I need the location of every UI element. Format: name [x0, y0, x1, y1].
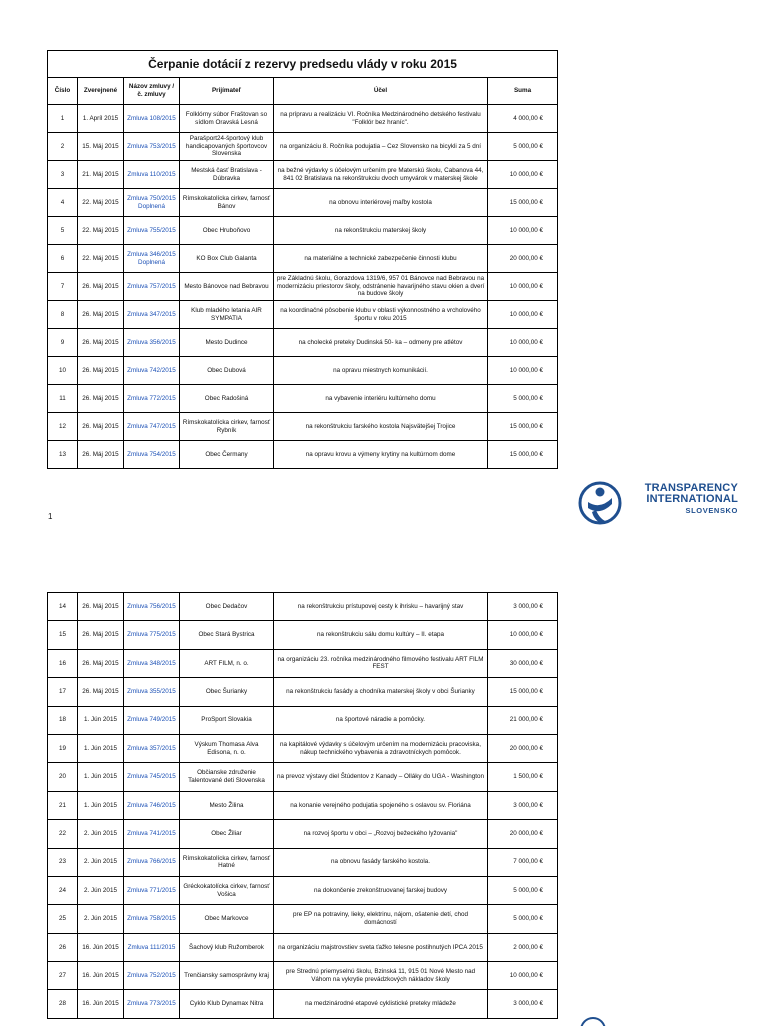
- row-date: 2. Jún 2015: [78, 905, 124, 933]
- table-row: [48, 441, 558, 469]
- row-recipient: Gréckokatolícka cirkev, farnosť Vošica: [180, 876, 274, 904]
- table-row: [48, 621, 558, 649]
- row-date: 21. Máj 2015: [78, 161, 124, 189]
- row-sum: 10 000,00 €: [488, 621, 558, 649]
- row-recipient: Obec Radošiná: [180, 385, 274, 413]
- row-sum: 5 000,00 €: [488, 133, 558, 161]
- row-date: 15. Máj 2015: [78, 133, 124, 161]
- logo-line-2: INTERNATIONAL: [646, 493, 738, 505]
- row-contract-link[interactable]: Zmluva 749/2015: [124, 706, 180, 734]
- row-purpose: na organizáciu majstrovstiev sveta ťažko telesne postihnutých IPCA 2015: [274, 933, 488, 961]
- row-recipient: Parašport24-športový klub handicapovaných športovcov Slovenska: [180, 133, 274, 161]
- row-recipient: Klub mladého letania AIR SYMPATIA: [180, 301, 274, 329]
- row-recipient: KO Box Club Galanta: [180, 245, 274, 273]
- row-purpose: na koordinačné pôsobenie klubu v oblasti výkonnostného a vrcholového športu v roku 2015: [274, 301, 488, 329]
- row-sum: 15 000,00 €: [488, 678, 558, 706]
- row-number: 25: [48, 905, 78, 933]
- row-sum: 10 000,00 €: [488, 329, 558, 357]
- row-sum: 3 000,00 €: [488, 990, 558, 1018]
- row-sum: 10 000,00 €: [488, 301, 558, 329]
- row-date: 1. Apríl 2015: [78, 105, 124, 133]
- row-sum: 4 000,00 €: [488, 105, 558, 133]
- table-row: [48, 734, 558, 762]
- row-date: 16. Jún 2015: [78, 933, 124, 961]
- table-row: [48, 217, 558, 245]
- row-number: 8: [48, 301, 78, 329]
- row-date: 2. Jún 2015: [78, 820, 124, 848]
- row-date: 26. Máj 2015: [78, 649, 124, 677]
- row-date: 26. Máj 2015: [78, 593, 124, 621]
- row-contract-link[interactable]: Zmluva 348/2015: [124, 649, 180, 677]
- row-purpose: na bežné výdavky s účelovým určením pre Materskú školu, Cabanova 44, 841 02 Bratislava na rekonštrukciu dvoch umyvárok v materskej škole: [274, 161, 488, 189]
- table-row: [48, 962, 558, 990]
- table-row: [48, 273, 558, 301]
- row-number: 15: [48, 621, 78, 649]
- table-row: [48, 105, 558, 133]
- row-date: 26. Máj 2015: [78, 385, 124, 413]
- table-row: [48, 876, 558, 904]
- table-row: [48, 245, 558, 273]
- table-row: [48, 189, 558, 217]
- row-number: 27: [48, 962, 78, 990]
- row-number: 3: [48, 161, 78, 189]
- row-sum: 3 000,00 €: [488, 791, 558, 819]
- row-recipient: Obec Šurianky: [180, 678, 274, 706]
- row-number: 21: [48, 791, 78, 819]
- row-number: 4: [48, 189, 78, 217]
- row-date: 26. Máj 2015: [78, 357, 124, 385]
- row-date: 22. Máj 2015: [78, 217, 124, 245]
- header-purpose: Účel: [274, 78, 488, 105]
- row-number: 18: [48, 706, 78, 734]
- row-purpose: na obnovu interiérovej maľby kostola: [274, 189, 488, 217]
- row-purpose: na rozvoj športu v obci – „Rozvoj bežeckého lyžovania": [274, 820, 488, 848]
- row-recipient: Obec Žiliar: [180, 820, 274, 848]
- row-date: 26. Máj 2015: [78, 273, 124, 301]
- row-date: 22. Máj 2015: [78, 189, 124, 217]
- table-row: [48, 678, 558, 706]
- page-title: Čerpanie dotácií z rezervy predsedu vlády v roku 2015: [48, 51, 558, 78]
- row-contract-link[interactable]: Zmluva 741/2015: [124, 820, 180, 848]
- row-date: 1. Jún 2015: [78, 763, 124, 791]
- row-contract-link[interactable]: Zmluva 357/2015: [124, 734, 180, 762]
- row-contract-link[interactable]: Zmluva 111/2015: [124, 933, 180, 961]
- table-row: [48, 763, 558, 791]
- row-date: 1. Jún 2015: [78, 734, 124, 762]
- row-sum: 21 000,00 €: [488, 706, 558, 734]
- row-purpose: na opravu krovu a výmeny krytiny na kultúrnom dome: [274, 441, 488, 469]
- row-number: 23: [48, 848, 78, 876]
- row-sum: 20 000,00 €: [488, 245, 558, 273]
- row-sum: 5 000,00 €: [488, 385, 558, 413]
- row-contract-link[interactable]: Zmluva 355/2015: [124, 678, 180, 706]
- row-purpose: pre EP na potraviny, lieky, elektrinu, nájom, ošatenie detí, chod domácností: [274, 905, 488, 933]
- table-row: [48, 357, 558, 385]
- row-recipient: Obec Čermany: [180, 441, 274, 469]
- row-contract-link[interactable]: Zmluva 758/2015: [124, 905, 180, 933]
- table-row: [48, 820, 558, 848]
- page-2-table-block: [47, 592, 557, 1019]
- page-1-table-block: [47, 50, 557, 469]
- row-number: 22: [48, 820, 78, 848]
- header-number: Číslo: [48, 78, 78, 105]
- row-recipient: Trenčiansky samosprávny kraj: [180, 962, 274, 990]
- row-contract-link[interactable]: Zmluva 108/2015: [124, 105, 180, 133]
- row-contract-link[interactable]: Zmluva 772/2015: [124, 385, 180, 413]
- row-contract-link[interactable]: Zmluva 750/2015 Doplnená: [124, 189, 180, 217]
- table-row: [48, 649, 558, 677]
- row-sum: 1 500,00 €: [488, 763, 558, 791]
- row-purpose: na vybavenie interiéru kultúrneho domu: [274, 385, 488, 413]
- table-row: [48, 385, 558, 413]
- row-sum: 10 000,00 €: [488, 217, 558, 245]
- table-row: [48, 593, 558, 621]
- row-number: 13: [48, 441, 78, 469]
- row-purpose: na prípravu a realizáciu VI. Ročníka Medzinárodného detského festivalu "Folklór bez hraníc".: [274, 105, 488, 133]
- row-number: 24: [48, 876, 78, 904]
- row-date: 16. Jún 2015: [78, 962, 124, 990]
- row-purpose: na prevoz výstavy diel Štúdentov z Kanady – Olláky do UGA - Washington: [274, 763, 488, 791]
- row-sum: 5 000,00 €: [488, 876, 558, 904]
- row-date: 26. Máj 2015: [78, 678, 124, 706]
- row-purpose: na obnovu fasády farského kostola.: [274, 848, 488, 876]
- row-recipient: Občianske združenie Talentované deti Slovenska: [180, 763, 274, 791]
- row-recipient: Mestská časť Bratislava - Dúbravka: [180, 161, 274, 189]
- row-purpose: na kapitálové výdavky s účelovým určením na modernizáciu pracoviska, nákup technického vybavenia a zdravotníckych pomôcok.: [274, 734, 488, 762]
- table-row: [48, 301, 558, 329]
- row-purpose: na rekonštrukciu farského kostola Najsvätejšej Trojice: [274, 413, 488, 441]
- table-row: [48, 329, 558, 357]
- row-number: 5: [48, 217, 78, 245]
- row-recipient: Obec Hruboňovo: [180, 217, 274, 245]
- logo-text: [624, 483, 738, 516]
- row-sum: 2 000,00 €: [488, 933, 558, 961]
- row-recipient: ProSport Slovakia: [180, 706, 274, 734]
- table-row: [48, 706, 558, 734]
- row-recipient: Mesto Bánovce nad Bebravou: [180, 273, 274, 301]
- row-contract-link[interactable]: Zmluva 771/2015: [124, 876, 180, 904]
- row-purpose: na materiálne a technické zabezpečenie činnosti klubu: [274, 245, 488, 273]
- row-recipient: Rímskokatolícka cirkev, farnosť Bánov: [180, 189, 274, 217]
- row-contract-link[interactable]: Zmluva 747/2015: [124, 413, 180, 441]
- row-number: 2: [48, 133, 78, 161]
- row-recipient: Obec Dubová: [180, 357, 274, 385]
- row-recipient: Obec Markovce: [180, 905, 274, 933]
- row-recipient: Obec Stará Bystrica: [180, 621, 274, 649]
- row-number: 1: [48, 105, 78, 133]
- row-sum: 15 000,00 €: [488, 413, 558, 441]
- row-contract-link[interactable]: Zmluva 742/2015: [124, 357, 180, 385]
- row-contract-link[interactable]: Zmluva 347/2015: [124, 301, 180, 329]
- row-purpose: na dokončenie zrekonštruovanej farskej budovy: [274, 876, 488, 904]
- subsidy-table-page-1: [47, 50, 558, 469]
- row-recipient: Obec Dedačov: [180, 593, 274, 621]
- table-row: [48, 413, 558, 441]
- row-sum: 15 000,00 €: [488, 441, 558, 469]
- row-recipient: Výskum Thomasa Alva Edisona, n. o.: [180, 734, 274, 762]
- row-sum: 20 000,00 €: [488, 734, 558, 762]
- row-purpose: na cholecké preteky Dudinská 50- ka – odmeny pre atlétov: [274, 329, 488, 357]
- row-purpose: na športové náradie a pomôcky.: [274, 706, 488, 734]
- table-row: [48, 905, 558, 933]
- row-date: 2. Jún 2015: [78, 876, 124, 904]
- row-sum: 20 000,00 €: [488, 820, 558, 848]
- row-number: 16: [48, 649, 78, 677]
- row-sum: 10 000,00 €: [488, 962, 558, 990]
- row-contract-link[interactable]: Zmluva 753/2015: [124, 133, 180, 161]
- row-date: 1. Jún 2015: [78, 791, 124, 819]
- row-date: 16. Jún 2015: [78, 990, 124, 1018]
- table-row: [48, 133, 558, 161]
- subsidy-table-page-2: [47, 592, 558, 1019]
- row-date: 26. Máj 2015: [78, 329, 124, 357]
- row-number: 19: [48, 734, 78, 762]
- ti-globe-icon: [578, 480, 622, 526]
- header-recipient: Prijímateľ: [180, 78, 274, 105]
- row-purpose: na medzinárodné etapové cyklistické preteky mládeže: [274, 990, 488, 1018]
- row-date: 26. Máj 2015: [78, 621, 124, 649]
- row-sum: 10 000,00 €: [488, 273, 558, 301]
- table-row: [48, 791, 558, 819]
- row-contract-link[interactable]: Zmluva 757/2015: [124, 273, 180, 301]
- row-date: 1. Jún 2015: [78, 706, 124, 734]
- row-sum: 15 000,00 €: [488, 189, 558, 217]
- row-date: 2. Jún 2015: [78, 848, 124, 876]
- row-contract-link[interactable]: Zmluva 756/2015: [124, 593, 180, 621]
- row-contract-link[interactable]: Zmluva 754/2015: [124, 441, 180, 469]
- row-number: 6: [48, 245, 78, 273]
- header-contract: Názov zmluvy / č. zmluvy: [124, 78, 180, 105]
- row-purpose: na konanie verejného podujatia spojeného s oslavou sv. Floriána: [274, 791, 488, 819]
- row-sum: 10 000,00 €: [488, 161, 558, 189]
- row-recipient: ART FILM, n. o.: [180, 649, 274, 677]
- row-recipient: Šachový klub Ružomberok: [180, 933, 274, 961]
- row-contract-link[interactable]: Zmluva 752/2015: [124, 962, 180, 990]
- row-date: 26. Máj 2015: [78, 301, 124, 329]
- logo-line-1: TRANSPARENCY: [644, 482, 738, 494]
- row-contract-link[interactable]: Zmluva 110/2015: [124, 161, 180, 189]
- row-recipient: Mesto Dudince: [180, 329, 274, 357]
- row-number: 20: [48, 763, 78, 791]
- table-row: [48, 990, 558, 1018]
- row-number: 28: [48, 990, 78, 1018]
- row-purpose: pre Strednú priemyselnú školu, Bzinská 11, 915 01 Nové Mesto nad Váhom na vykrytie prevádzkových nákladov školy: [274, 962, 488, 990]
- row-purpose: na rekonštrukciu fasády a chodníka materskej školy v obci Šurianky: [274, 678, 488, 706]
- row-purpose: na organizáciu 8. Ročníka podujatia – Cez Slovensko na bicykli za 5 dní: [274, 133, 488, 161]
- row-purpose: na rekonštrukciu prístupovej cesty k ihrisku – havarijný stav: [274, 593, 488, 621]
- row-contract-link[interactable]: Zmluva 356/2015: [124, 329, 180, 357]
- row-sum: 10 000,00 €: [488, 357, 558, 385]
- header-sum: Suma: [488, 78, 558, 105]
- row-contract-link[interactable]: Zmluva 746/2015: [124, 791, 180, 819]
- row-contract-link[interactable]: Zmluva 773/2015: [124, 990, 180, 1018]
- row-number: 14: [48, 593, 78, 621]
- row-recipient: Folklórny súbor Fraštovan so sídlom Oravská Lesná: [180, 105, 274, 133]
- ti-globe-partial-icon: [578, 1014, 608, 1026]
- row-number: 10: [48, 357, 78, 385]
- row-contract-link[interactable]: Zmluva 346/2015 Doplnená: [124, 245, 180, 273]
- logo-line-3: SLOVENSKO: [685, 506, 738, 515]
- transparency-international-logo: [578, 480, 748, 528]
- row-sum: 3 000,00 €: [488, 593, 558, 621]
- row-purpose: na rekonštrukciu materskej školy: [274, 217, 488, 245]
- row-number: 26: [48, 933, 78, 961]
- row-contract-link[interactable]: Zmluva 755/2015: [124, 217, 180, 245]
- row-recipient: Rímskokatolícka cirkev, farnosť Hatné: [180, 848, 274, 876]
- row-date: 26. Máj 2015: [78, 441, 124, 469]
- row-purpose: pre Základnú školu, Gorazdova 1319/6, 957 01 Bánovce nad Bebravou na modernizáciu priestorov školy, odstránenie havarijného stavu okien a dverí na budove školy: [274, 273, 488, 301]
- row-sum: 7 000,00 €: [488, 848, 558, 876]
- row-purpose: na rekonštrukciu sálu domu kultúry – II. etapa: [274, 621, 488, 649]
- row-purpose: na opravu miestnych komunikácií.: [274, 357, 488, 385]
- row-purpose: na organizáciu 23. ročníka medzinárodného filmového festivalu ART FILM FEST: [274, 649, 488, 677]
- row-sum: 5 000,00 €: [488, 905, 558, 933]
- row-contract-link[interactable]: Zmluva 775/2015: [124, 621, 180, 649]
- row-contract-link[interactable]: Zmluva 745/2015: [124, 763, 180, 791]
- row-recipient: Mesto Žilina: [180, 791, 274, 819]
- row-recipient: Rímskokatolícka cirkev, farnosť Rybník: [180, 413, 274, 441]
- table-row: [48, 161, 558, 189]
- row-number: 9: [48, 329, 78, 357]
- table-row: [48, 848, 558, 876]
- row-number: 17: [48, 678, 78, 706]
- row-number: 12: [48, 413, 78, 441]
- row-sum: 30 000,00 €: [488, 649, 558, 677]
- table-row: [48, 933, 558, 961]
- row-number: 11: [48, 385, 78, 413]
- page-number: 1: [48, 512, 53, 521]
- row-date: 26. Máj 2015: [78, 413, 124, 441]
- row-recipient: Cyklo Klub Dynamax Nitra: [180, 990, 274, 1018]
- header-published: Zverejnené: [78, 78, 124, 105]
- row-date: 22. Máj 2015: [78, 245, 124, 273]
- row-number: 7: [48, 273, 78, 301]
- row-contract-link[interactable]: Zmluva 766/2015: [124, 848, 180, 876]
